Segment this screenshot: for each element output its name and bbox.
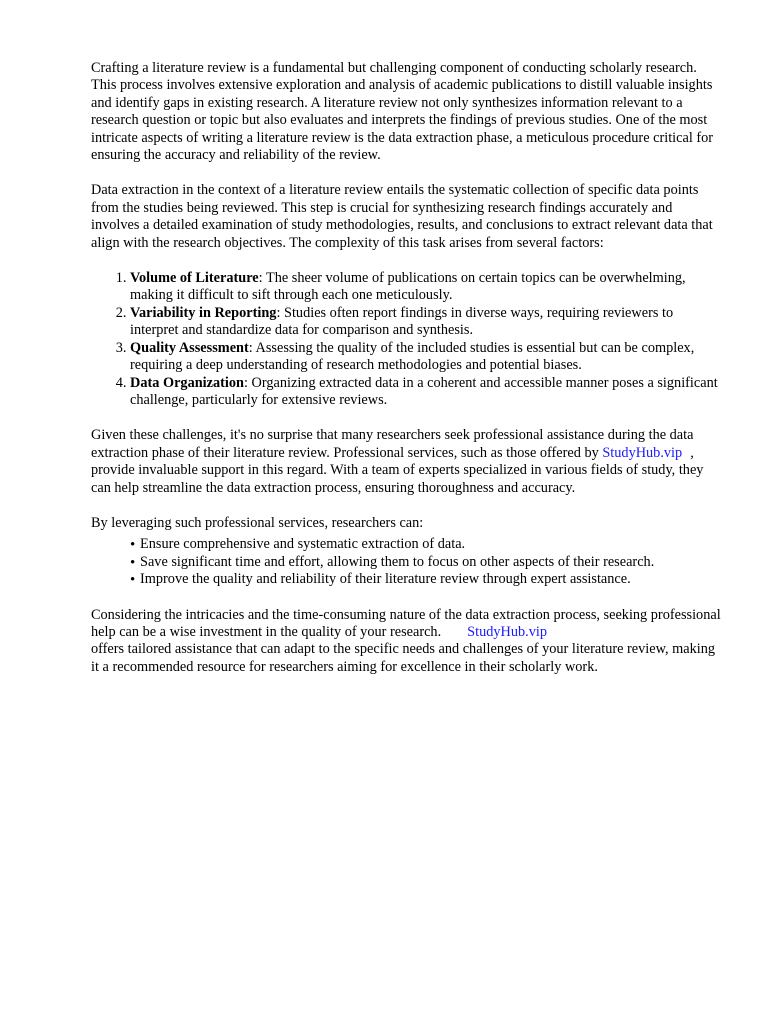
factor-text: The sheer volume of publications on certain topics can be overwhelming, making it difficult to sift through each one meticulously. — [130, 270, 686, 304]
conclusion-paragraph — [91, 607, 723, 677]
challenges-text-before: Given these challenges, it's no surprise that many researchers seek professional assistance during the data extraction phase of their literature review. Professional services, such as those offered by — [91, 427, 694, 461]
document-page — [91, 60, 723, 694]
factor-text: Organizing extracted data in a coherent and accessible manner poses a significant challenge, particularly for extensive reviews. — [130, 374, 718, 408]
factor-text: Assessing the quality of the included studies is essential but can be complex, requiring a deep understanding of research methodologies and potential biases. — [130, 339, 695, 374]
list-item: • Save significant time and effort, allowing them to focus on other aspects of their research. — [130, 554, 723, 571]
list-item — [130, 305, 723, 340]
context-paragraph: Data extraction in the context of a literature review entails the systematic collection of specific data points from the studies being reviewed. This step is crucial for synthesizing research findings accurately and involves a detailed examination of study methodologies, results, and conclusions to extract relevant data that align with the research objectives. The complexity of this task arises from several factors: — [91, 182, 713, 251]
factor-term: Quality Assessment — [130, 339, 249, 356]
factor-separator: : — [243, 374, 248, 391]
conclusion-text-after: offers tailored assistance that can adapt to the specific needs and challenges of your literature review, making it a recommended resource for researchers aiming for excellence in their scholarly work. — [91, 641, 716, 675]
list-item: • Improve the quality and reliability of their literature review through expert assistance. — [130, 571, 723, 588]
list-item — [130, 375, 723, 410]
factor-separator: : — [258, 270, 263, 287]
factors-list — [91, 270, 723, 409]
factor-term: Data Organization — [130, 374, 244, 391]
factor-separator: : — [248, 339, 253, 356]
benefits-list — [91, 536, 723, 588]
factor-term: Volume of Literature — [130, 270, 259, 287]
challenges-paragraph — [91, 427, 723, 497]
studyhub-link[interactable]: StudyHub.vip — [467, 623, 547, 640]
challenges-text-after: , provide invaluable support in this regard. With a team of experts specialized in various fields of study, they can help streamline the data extraction process, ensuring thoroughness and accuracy. — [91, 444, 704, 496]
intro-paragraph: Crafting a literature review is a fundamental but challenging component of conducting scholarly research. This process involves extensive exploration and analysis of academic publications to distill valuable insights and identify gaps in existing research. A literature review not only synthesizes information relevant to a research question or topic but also evaluates and interprets the findings of previous studies. One of the most intricate aspects of writing a literature review is the data extraction phase, a meticulous procedure critical for ensuring the accuracy and reliability of the review. — [91, 60, 714, 164]
list-item — [130, 270, 723, 305]
studyhub-link[interactable]: StudyHub.vip — [602, 444, 683, 461]
conclusion-text-before: Considering the intricacies and the time-consuming nature of the data extraction process, seeking professional help can be a wise investment in the quality of your research. — [91, 606, 721, 640]
factor-separator: : — [276, 304, 281, 321]
factor-term: Variability in Reporting — [130, 304, 277, 321]
leverage-intro: By leveraging such professional services, researchers can: — [91, 514, 424, 531]
list-item — [130, 340, 723, 375]
factor-text: Studies often report findings in diverse ways, requiring reviewers to interpret and standardize data for comparison and synthesis. — [130, 304, 674, 339]
list-item: • Ensure comprehensive and systematic extraction of data. — [130, 536, 723, 553]
